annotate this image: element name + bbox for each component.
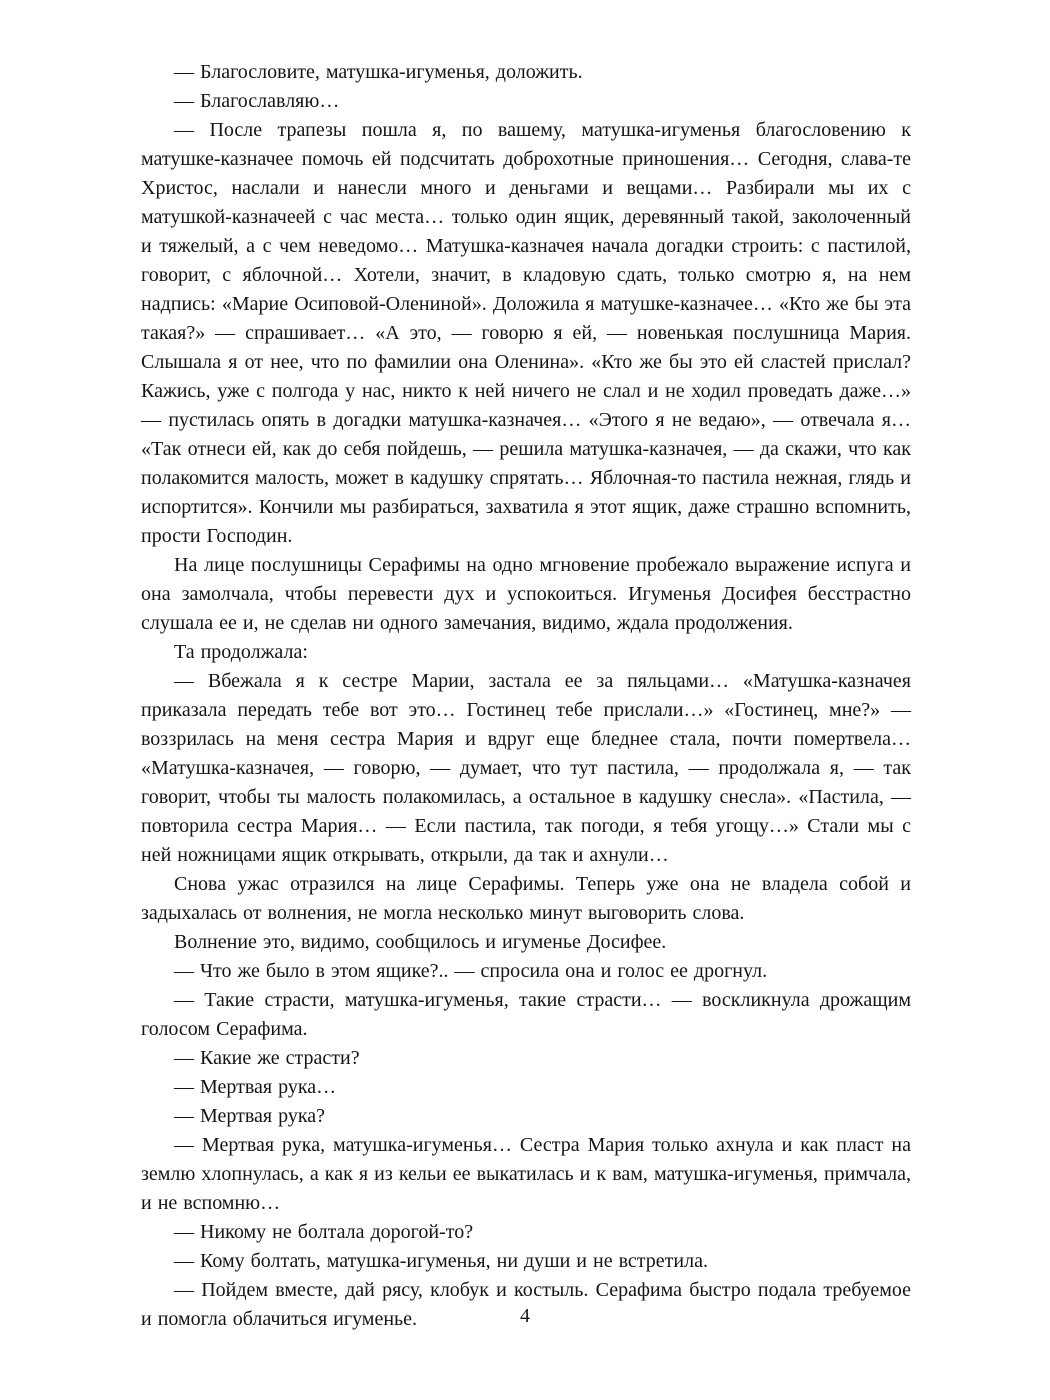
paragraph: Снова ужас отразился на лице Серафимы. Теперь уже она не владела собой и задыхалась от волнения, не могла несколько минут выговорить слова. (141, 873, 911, 924)
paragraph: — Что же было в этом ящике?.. — спросила она и голос ее дрогнул. (174, 960, 768, 982)
paragraph: — Мертвая рука, матушка-игуменья… Сестра Мария только ахнула и как пласт на землю хлопнулась, а как я из кельи ее выкатилась и к вам, матушка-игуменья, примчала, и не вспомню… (141, 1134, 911, 1214)
paragraph: — После трапезы пошла я, по вашему, матушка-игуменья благословению к матушке-казначее помочь ей подсчитать доброхотные приношения… Сегодня, слава-те Христос, наслали и нанесли много и деньгами и вещами… Разбирали мы их с матушкой-казначеей с час места… только один ящик, деревянный такой, заколоченный и тяжелый, а с чем неведомо… Матушка-казначея начала догадки строить: с пастилой, говорит, с яблочной… Хотели, значит, в кладовую сдать, только смотрю я, на нем надпись: «Марие Осиповой-Олениной». Доложила я матушке-казначее… «Кто же бы эта такая?» — спрашивает… «А это, — говорю я ей, — новенькая послушница Мария. Слышала я от нее, что по фамилии она Оленина». «Кто же бы это ей сластей прислал? Кажись, уже с полгода у нас, никто к ней ничего не слал и не ходил проведать даже…» — пустилась опять в догадки матушка-казначея… «Этого я не ведаю», — отвечала я… «Так отнеси ей, как до себя пойдешь, — решила матушка-казначея, — да скажи, что как полакомится малость, может в кадушку спрятать… Яблочная-то пастила нежная, глядь и испортится». Кончили мы разбираться, захватила я этот ящик, даже страшно вспомнить, прости Господин. (141, 119, 911, 547)
paragraph: — Какие же страсти? (174, 1047, 360, 1069)
paragraph: — Благославляю… (174, 90, 340, 112)
paragraph: — Кому болтать, матушка-игуменья, ни души и не встретила. (174, 1250, 708, 1272)
page-number: 4 (520, 1305, 530, 1327)
paragraph: — Мертвая рука… (174, 1076, 337, 1098)
paragraph: — Мертвая рука? (174, 1105, 326, 1127)
paragraph: — Вбежала я к сестре Марии, застала ее за пяльцами… «Матушка-казначея приказала передать тебе вот это… Гостинец тебе прислали…» «Гостинец, мне?» — воззрилась на меня сестра Мария и вдруг еще бледнее стала, почти помертвела… «Матушка-казначея, — говорю, — думает, что тут пастила, — продолжала я, — так говорит, чтобы ты малость полакомилась, а остальное в кадушку снесла». «Пастила, — повторила сестра Мария… — Если пастила, так погоди, я тебя угощу…» Стали мы с ней ножницами ящик открывать, открыли, да так и ахнули… (141, 670, 911, 866)
paragraph: — Благословите, матушка-игуменья, доложить. (174, 61, 583, 83)
text-block (141, 58, 911, 1334)
paragraph: На лице послушницы Серафимы на одно мгновение пробежало выражение испуга и она замолчала, чтобы перевести дух и успокоиться. Игуменья Досифея бесстрастно слушала ее и, не сделав ни одного замечания, видимо, ждала продолжения. (141, 554, 911, 634)
paragraph: — Такие страсти, матушка-игуменья, такие страсти… — воскликнула дрожащим голосом Серафима. (141, 989, 911, 1040)
paragraph: — Никому не болтала дорогой-то? (174, 1221, 474, 1243)
paragraph: Та продолжала: (174, 641, 308, 663)
paragraph: — Пойдем вместе, дай рясу, клобук и костыль. Серафима быстро подала требуемое и помогла облачиться игуменье. (141, 1279, 911, 1330)
paragraph: Волнение это, видимо, сообщилось и игуменье Досифее. (174, 931, 667, 953)
